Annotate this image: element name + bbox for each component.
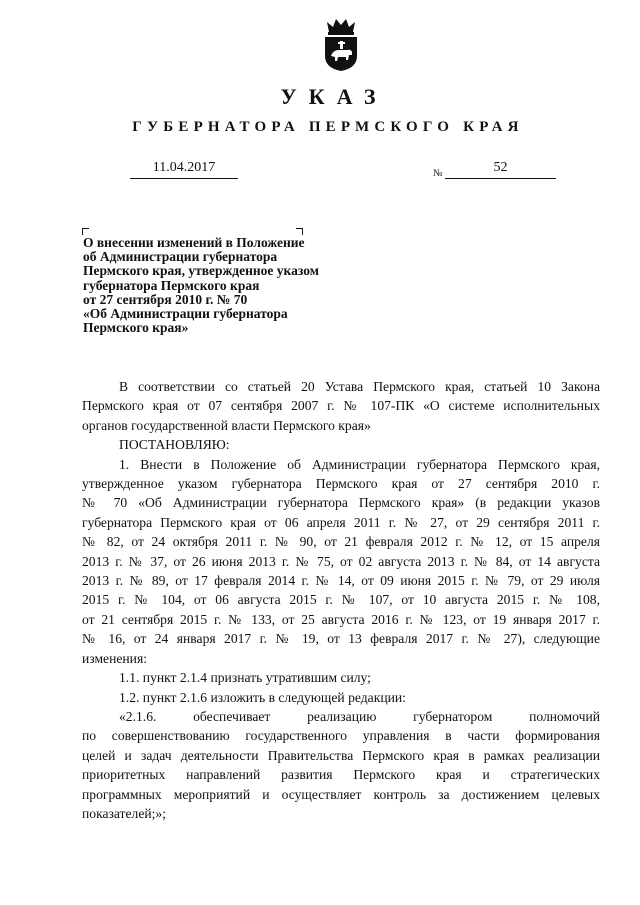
- body-line: 2015 г. № 104, от 06 августа 2015 г. № 107, от 10 августа 2015 г. № 108,: [82, 592, 600, 608]
- body-line: «2.1.6. обеспечивает реализацию губернатором полномочий: [119, 708, 600, 724]
- body-line: губернатора Пермского края от 06 апреля 2011 г. № 27, от 29 сентября 2011 г.: [82, 514, 600, 530]
- heading-line: от 27 сентября 2010 г. № 70: [83, 291, 248, 307]
- document-date: 11.04.2017: [130, 160, 238, 179]
- heading-line: Пермского края»: [83, 320, 189, 336]
- body-line: изменения:: [82, 650, 147, 666]
- body-line: 2013 г. № 37, от 26 июня 2013 г. № 75, от 02 августа 2013 г. № 84, от 14 августа: [82, 553, 600, 569]
- body-line: Пермского края от 07 сентября 2007 г. № 107-ПК «О системе исполнительных: [82, 398, 600, 414]
- body-line: В соответствии со статьей 20 Устава Пермского края, статьей 10 Закона: [119, 379, 600, 394]
- body-line: 1. Внести в Положение об Администрации губернатора Пермского края,: [119, 456, 600, 472]
- body-line: по совершенствованию государственного управления в части формирования: [82, 728, 600, 744]
- body-line: органов государственной власти Пермского края»: [82, 417, 371, 433]
- decree-word: ПОСТАНОВЛЯЮ:: [119, 437, 230, 453]
- document-body: [82, 377, 600, 823]
- body-line: показателей;»;: [82, 805, 166, 821]
- number-sign: №: [433, 168, 443, 179]
- heading-line: «Об Администрации губернатора: [83, 306, 288, 322]
- body-line: № 82, от 24 октября 2011 г. № 90, от 21 февраля 2012 г. № 12, от 15 апреля: [82, 534, 600, 550]
- body-line: от 21 сентября 2015 г. № 133, от 25 августа 2016 г. № 123, от 19 января 2017 г.: [82, 611, 600, 627]
- heading-corner-right: [296, 228, 303, 235]
- heading-line: Пермского края, утвержденное указом: [83, 263, 319, 279]
- heading-line: об Администрации губернатора: [83, 249, 278, 265]
- coat-of-arms-icon: [321, 16, 361, 72]
- body-line: приоритетных направлений развития Пермского края и стратегических: [82, 767, 600, 783]
- document-title: УКАЗ: [280, 84, 388, 109]
- body-line: № 70 «Об Администрации губернатора Пермского края» (в редакции указов: [82, 495, 600, 511]
- document-heading: [83, 236, 353, 335]
- document-number: 52: [445, 160, 556, 179]
- body-line: утвержденное указом губернатора Пермского края от 27 сентября 2010 г.: [82, 476, 600, 492]
- body-line: № 16, от 24 января 2017 г. № 19, от 13 февраля 2017 г. № 27), следующие: [82, 631, 600, 647]
- body-line: целей и задач деятельности Правительства Пермского края в рамках реализации: [82, 747, 600, 763]
- document-subtitle: ГУБЕРНАТОРА ПЕРМСКОГО КРАЯ: [132, 119, 524, 135]
- heading-line: О внесении изменений в Положение: [83, 235, 305, 250]
- body-line: 1.2. пункт 2.1.6 изложить в следующей редакции:: [119, 689, 406, 705]
- heading-line: губернатора Пермского края: [83, 277, 260, 293]
- body-line: 1.1. пункт 2.1.4 признать утратившим силу;: [119, 670, 371, 686]
- heading-corner-left: [82, 228, 89, 235]
- body-line: 2013 г. № 89, от 17 февраля 2014 г. № 14, от 09 июня 2015 г. № 79, от 29 июля: [82, 573, 600, 589]
- body-line: программных мероприятий и осуществляет контроль за достижением целевых: [82, 786, 600, 802]
